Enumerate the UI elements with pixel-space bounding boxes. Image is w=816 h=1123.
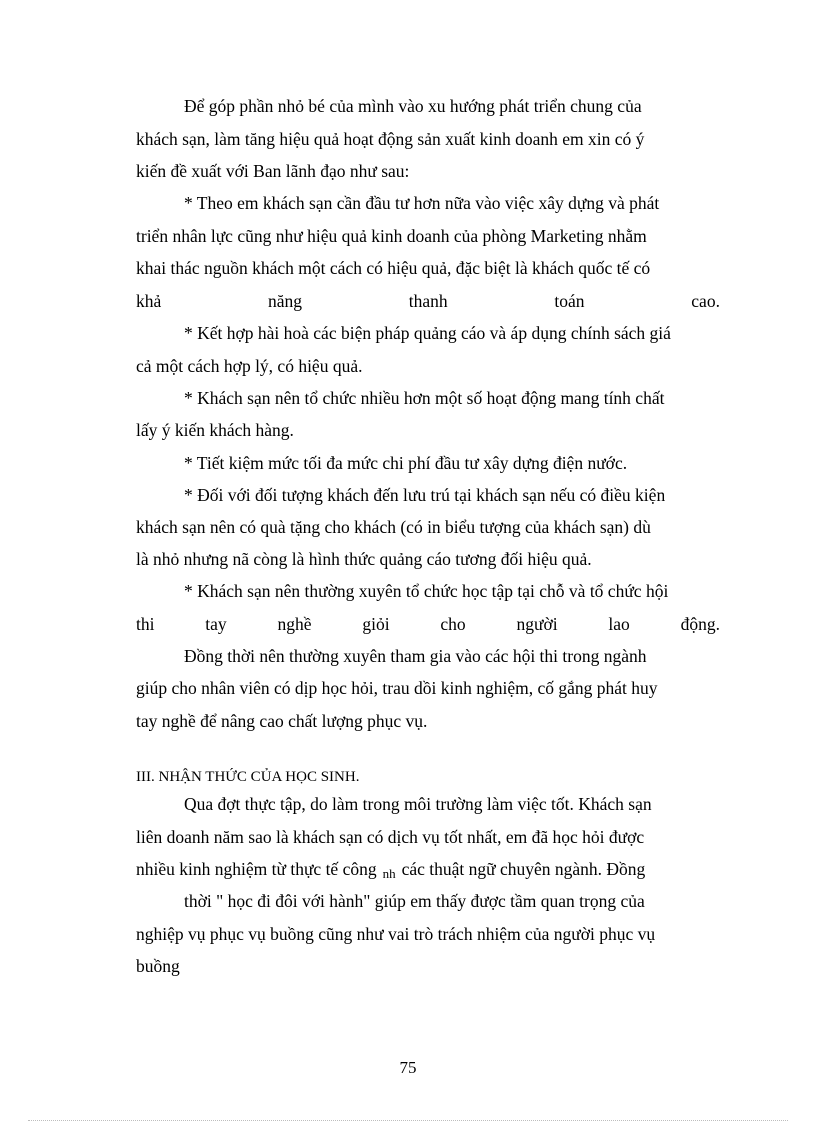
- text-line: cả một cách hợp lý, có hiệu quả.: [136, 356, 363, 376]
- justified-line: [136, 612, 720, 636]
- word: thanh: [408, 291, 448, 311]
- text-line: là nhỏ nhưng nã còng là hình thức quảng cáo tương đối hiệu quả.: [136, 549, 592, 569]
- text-line: * Kết hợp hài hoà các biện pháp quảng cáo và áp dụng chính sách giá: [184, 323, 671, 343]
- page-number: 75: [399, 1058, 417, 1077]
- text-line: * Theo em khách sạn cần đầu tư hơn nữa vào việc xây dựng và phát: [184, 193, 660, 213]
- text-fragment: các thuật ngữ chuyên ngành. Đồng: [401, 859, 646, 879]
- text-line: kiến đề xuất với Ban lãnh đạo như sau:: [136, 161, 410, 181]
- justified-line: [136, 289, 720, 313]
- text-line: nghiệp vụ phục vụ buồng cũng như vai trò trách nhiệm của người phục vụ: [136, 924, 656, 944]
- word: tay: [205, 614, 227, 634]
- text-line: * Khách sạn nên tổ chức nhiều hơn một số hoạt động mang tính chất: [184, 388, 665, 408]
- word: người: [516, 614, 558, 634]
- text-fragment: nhiều kinh nghiệm từ thực tế công: [136, 859, 377, 879]
- word: động.: [680, 614, 720, 634]
- text-line: * Tiết kiệm mức tối đa mức chi phí đầu tư xây dựng điện nước.: [184, 453, 628, 473]
- word: toán: [554, 291, 585, 311]
- text-line: * Khách sạn nên thường xuyên tổ chức học tập tại chỗ và tổ chức hội: [184, 581, 669, 601]
- page-bottom-divider: [28, 1120, 788, 1121]
- text-line: giúp cho nhân viên có dịp học hỏi, trau dồi kinh nghiệm, cố gắng phát huy: [136, 678, 658, 698]
- section-heading: III. NHẬN THỨC CỦA HỌC SINH.: [136, 769, 360, 785]
- text-fragment-sub: nh: [382, 866, 396, 881]
- text-line: lấy ý kiến khách hàng.: [136, 420, 294, 440]
- text-line: tay nghề để nâng cao chất lượng phục vụ.: [136, 711, 428, 731]
- text-line: liên doanh năm sao là khách sạn có dịch vụ tốt nhất, em đã học hỏi được: [136, 827, 645, 847]
- text-line: Để góp phần nhỏ bé của mình vào xu hướng phát triển chung của: [184, 96, 642, 116]
- word: cao.: [691, 291, 720, 311]
- word: lao: [608, 614, 630, 634]
- word: năng: [268, 291, 303, 311]
- text-line: * Đối với đối tượng khách đến lưu trú tại khách sạn nếu có điều kiện: [184, 485, 666, 505]
- word: thi: [136, 614, 155, 634]
- word: khả: [136, 291, 162, 311]
- text-line: thời " học đi đôi với hành" giúp em thấy được tầm quan trọng của: [184, 891, 645, 911]
- text-line: triển nhân lực cũng như hiệu quả kinh doanh của phòng Marketing nhằm: [136, 226, 647, 246]
- text-line: Đồng thời nên thường xuyên tham gia vào các hội thi trong ngành: [184, 646, 647, 666]
- text-line: khai thác nguồn khách một cách có hiệu quả, đặc biệt là khách quốc tế có: [136, 258, 651, 278]
- text-line: Qua đợt thực tập, do làm trong môi trường làm việc tốt. Khách sạn: [184, 794, 652, 814]
- text-line: khách sạn, làm tăng hiệu quả hoạt động sản xuất kinh doanh em xin có ý: [136, 129, 645, 149]
- text-line: khách sạn nên có quà tặng cho khách (có in biểu tượng của khách sạn) dù: [136, 517, 651, 537]
- text-line: [136, 857, 720, 883]
- word: cho: [440, 614, 466, 634]
- word: giỏi: [362, 614, 390, 634]
- word: nghề: [277, 614, 312, 634]
- text-line: buồng: [136, 956, 180, 976]
